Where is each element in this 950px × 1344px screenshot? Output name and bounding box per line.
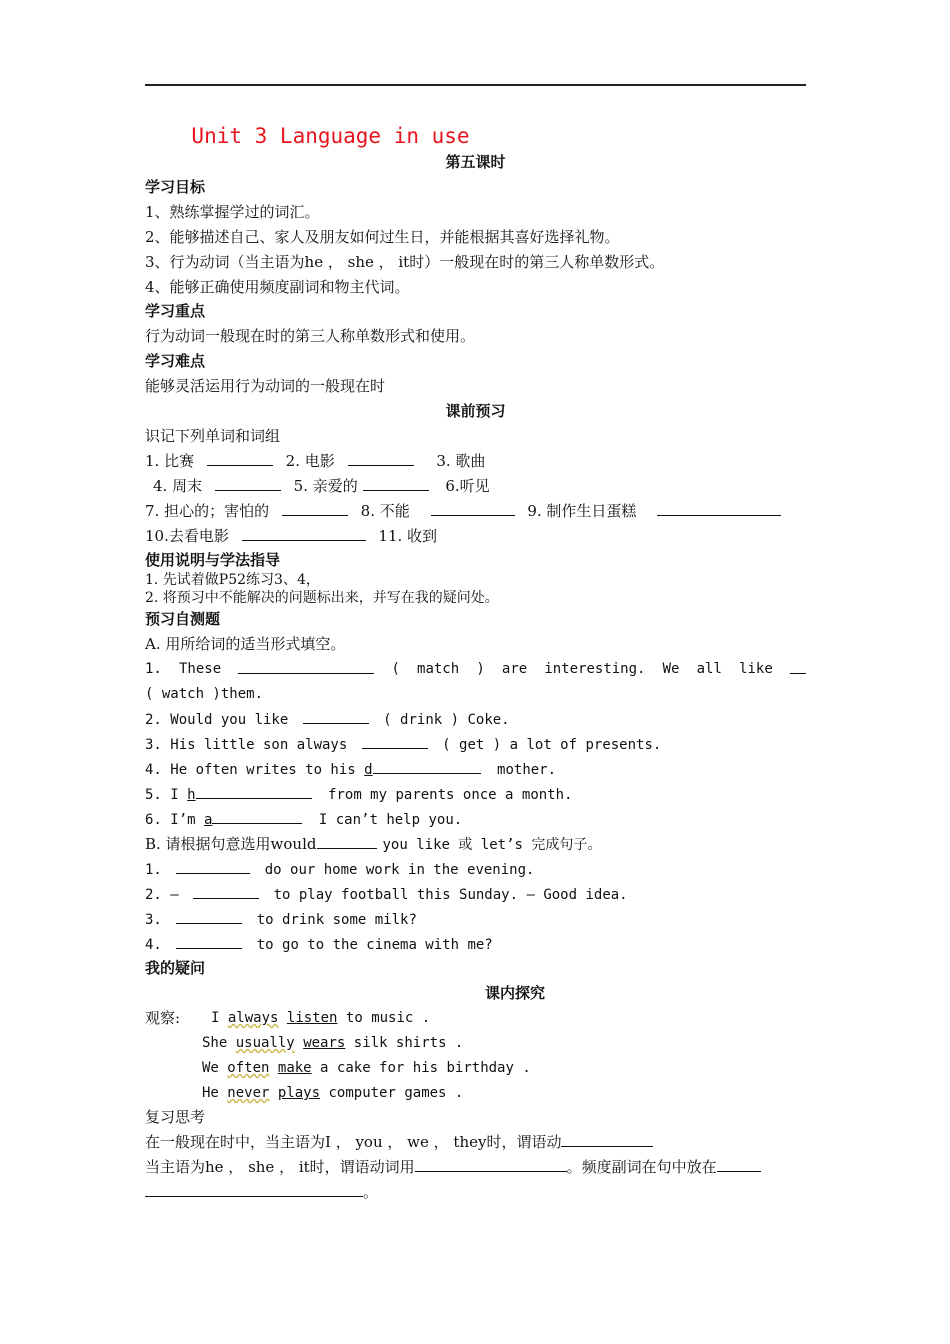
questions-heading: 我的疑问: [145, 959, 206, 977]
answer-blank[interactable]: [415, 1157, 567, 1172]
answer-blank[interactable]: [196, 784, 312, 799]
answer-blank[interactable]: [145, 1182, 363, 1197]
verb: listen: [286, 1010, 338, 1026]
key-points-text: 行为动词一般现在时的第三人称单数形式和使用。: [145, 327, 476, 345]
answer-blank[interactable]: [176, 909, 242, 924]
answer-blank[interactable]: [373, 759, 481, 774]
example-sentence-2: [202, 1033, 463, 1053]
answer-blank[interactable]: [717, 1157, 761, 1172]
verb: plays: [277, 1085, 321, 1101]
question-text: to drink some milk?: [256, 912, 417, 928]
vocab-row-2: [153, 476, 490, 496]
question-a4: [145, 759, 556, 780]
question-a1-cont: ( watch )them.: [145, 686, 264, 702]
example-sentence-1: [211, 1008, 430, 1028]
review-text: 在一般现在时中，当主语为I ， you ， we ， they时，谓语动: [145, 1133, 562, 1151]
guide-item-2: 2. 将预习中不能解决的问题标出来，并写在我的疑问处。: [145, 590, 499, 606]
answer-blank[interactable]: [362, 734, 428, 749]
word: We: [662, 661, 680, 677]
objective-4: 4、能够正确使用频度副词和物主代词。: [145, 278, 410, 296]
vocab-row-4: [145, 526, 437, 546]
frequency-adverb: usually: [235, 1035, 295, 1051]
word: are: [501, 661, 528, 677]
frequency-adverb: never: [227, 1085, 270, 1101]
word: 1.: [145, 661, 162, 677]
word: We: [202, 1060, 219, 1076]
vocab-item: 3. 歌曲: [436, 452, 486, 470]
question-b3: [145, 909, 417, 930]
answer-blank[interactable]: [790, 659, 806, 674]
word: (: [391, 661, 400, 677]
vocab-item: 5. 亲爱的: [293, 477, 358, 495]
question-a1: [145, 659, 806, 679]
vocab-item: 6.听见: [445, 477, 490, 495]
objective-2: 2、能够描述自己、家人及朋友如何过生日，并能根据其喜好选择礼物。: [145, 228, 620, 246]
vocab-item: 8. 不能: [360, 502, 410, 520]
preview-heading: 课前预习: [445, 402, 506, 420]
header-rule: [145, 84, 806, 86]
word: all: [696, 661, 722, 677]
preview-intro: 识记下列单词和词组: [145, 427, 281, 445]
hint-letter: d: [364, 762, 373, 778]
review-text: 当主语为he ， she ， it时，谓语动词用: [145, 1158, 415, 1176]
question-text: to play football this Sunday. — Good idea.: [273, 887, 628, 903]
answer-blank[interactable]: [242, 526, 366, 541]
question-text: 3. His little son always: [145, 737, 348, 753]
question-text: to go to the cinema with me?: [256, 937, 493, 953]
answer-blank[interactable]: [212, 809, 302, 824]
question-text: B. 请根据句意选用would: [145, 835, 317, 853]
explore-heading: 课内探究: [485, 984, 546, 1002]
question-text: I can’t help you.: [318, 812, 463, 828]
hint-letter: a: [204, 812, 213, 828]
frequency-adverb: always: [227, 1010, 279, 1026]
word: computer games .: [328, 1085, 464, 1101]
question-text: 3.: [145, 912, 162, 928]
word: like: [739, 661, 773, 677]
word: I: [211, 1010, 220, 1026]
question-b1: [145, 859, 534, 880]
question-text: 1.: [145, 862, 162, 878]
difficulties-text: 能够灵活运用行为动词的一般现在时: [145, 377, 386, 395]
answer-blank[interactable]: [238, 659, 374, 674]
vocab-row-3: [145, 501, 781, 521]
question-text: 2. Would you like: [145, 712, 289, 728]
review-label: 复习思考: [145, 1108, 206, 1126]
word: silk shirts .: [353, 1035, 464, 1051]
question-text: ( get ) a lot of presents.: [442, 737, 662, 753]
observe-label: 观察:: [145, 1009, 181, 1027]
guide-item-1: 1. 先试着做P52练习3、4，: [145, 572, 320, 588]
vocab-item: 7. 担心的；害怕的: [145, 502, 270, 520]
answer-blank[interactable]: [657, 501, 781, 516]
answer-blank[interactable]: [282, 501, 348, 516]
answer-blank[interactable]: [193, 884, 259, 899]
guide-heading: 使用说明与学法指导: [145, 551, 281, 569]
verb: wears: [303, 1035, 346, 1051]
answer-blank[interactable]: [303, 709, 369, 724]
objective-1: 1、熟练掌握学过的词汇。: [145, 203, 320, 221]
question-b4: [145, 934, 493, 955]
question-text: from my parents once a month.: [328, 787, 573, 803]
question-text: do our home work in the evening.: [264, 862, 535, 878]
word: match: [417, 661, 460, 677]
vocab-item: 4. 周末: [153, 477, 203, 495]
vocab-item: 2. 电影: [285, 452, 335, 470]
answer-blank[interactable]: [561, 1132, 653, 1147]
objective-3: 3、行为动词（当主语为he ， she ， it时）一般现在时的第三人称单数形式。: [145, 253, 665, 271]
page-title: Unit 3 Language in use: [191, 124, 470, 148]
review-line-2: [145, 1157, 761, 1177]
word: ): [476, 661, 485, 677]
question-text: you like 或 let’s 完成句子。: [382, 837, 602, 853]
review-text: 。频度副词在句中放在: [566, 1158, 717, 1176]
word: interesting.: [544, 661, 646, 677]
word: He: [202, 1085, 219, 1101]
review-line-1: [145, 1132, 653, 1152]
answer-blank[interactable]: [215, 476, 281, 491]
example-sentence-4: [202, 1083, 463, 1103]
answer-blank[interactable]: [176, 934, 242, 949]
answer-blank[interactable]: [317, 834, 377, 849]
vocab-item: 9. 制作生日蛋糕: [527, 502, 637, 520]
answer-blank[interactable]: [176, 859, 250, 874]
difficulties-heading: 学习难点: [145, 352, 206, 370]
vocab-item: 11. 收到: [378, 527, 438, 545]
answer-blank[interactable]: [207, 451, 273, 466]
key-points-heading: 学习重点: [145, 302, 206, 320]
question-a2: [145, 709, 510, 730]
question-text: mother.: [497, 762, 557, 778]
word: to music .: [345, 1010, 431, 1026]
verb: make: [277, 1060, 312, 1076]
question-a6: [145, 809, 462, 830]
question-text: ( drink ) Coke.: [383, 712, 510, 728]
question-text: 5. I: [145, 787, 179, 803]
vocab-row-1: [145, 451, 485, 471]
question-text: 4. He often writes to his: [145, 762, 356, 778]
lesson-subtitle: 第五课时: [445, 153, 506, 171]
selftest-heading: 预习自测题: [145, 610, 221, 628]
question-text: 2. —: [145, 887, 179, 903]
word: These: [179, 661, 222, 677]
answer-blank[interactable]: [348, 451, 414, 466]
part-a-instructions: A. 用所给词的适当形式填空。: [145, 635, 346, 653]
hint-letter: h: [187, 787, 196, 803]
vocab-item: 1. 比赛: [145, 452, 195, 470]
review-text: 。: [363, 1183, 379, 1201]
part-b-instructions: [145, 834, 601, 855]
question-b2: [145, 884, 628, 905]
vocab-item: 10.去看电影: [145, 527, 229, 545]
word: She: [202, 1035, 228, 1051]
word: a cake for his birthday .: [320, 1060, 531, 1076]
frequency-adverb: often: [227, 1060, 270, 1076]
answer-blank[interactable]: [363, 476, 429, 491]
example-sentence-3: [202, 1058, 531, 1078]
question-text: 4.: [145, 937, 162, 953]
objectives-heading: 学习目标: [145, 178, 206, 196]
question-text: 6. I’m: [145, 812, 196, 828]
review-line-3: [145, 1182, 378, 1202]
answer-blank[interactable]: [431, 501, 515, 516]
question-a3: [145, 734, 661, 755]
question-a5: [145, 784, 572, 805]
